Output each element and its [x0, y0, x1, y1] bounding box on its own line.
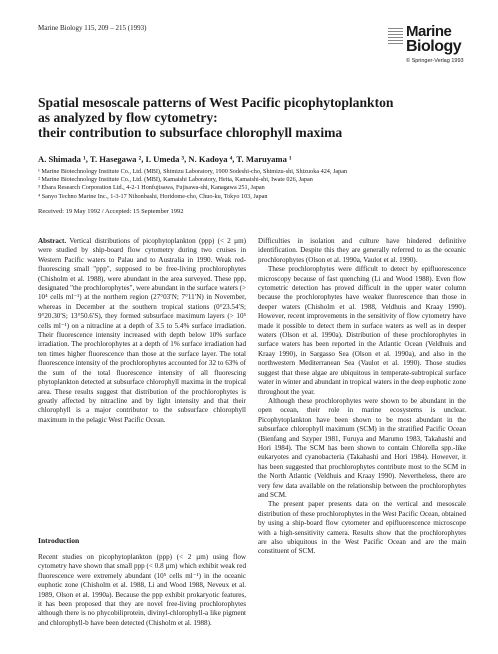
journal-logo	[384, 22, 464, 72]
affiliation: ¹ Marine Biotechnology Institute Co., Ltd. (MBI), Shimizu Laboratory, 1900 Sodeshi-cho, Shimizu-shi, Shizuoka 424, Japan	[38, 168, 348, 175]
title-line: as analyzed by flow cytometry:	[38, 110, 218, 125]
affiliation: ⁴ Sanyo Techno Marine Inc., 1-3-17 Nihonbashi, Horidome-cho, Chuo-ku, Tokyo 103, Japan	[38, 192, 268, 200]
title-line: Spatial mesoscale patterns of West Pacific picophytoplankton	[38, 95, 394, 110]
journal-reference: Marine Biology 115, 209 – 215 (1993)	[38, 24, 147, 32]
received-accepted-dates: Received: 19 May 1992 / Accepted: 15 September 1992	[38, 208, 184, 215]
logo-copyright: © Springer-Verlag 1993	[406, 58, 464, 64]
body-paragraph: Difficulties in isolation and culture have hindered definitive identification. Despite this they are generally referred to as the oceanic prochlorophytes (Olson et al. 1990a, Vaulot et al. 1990).	[258, 237, 466, 264]
introduction-paragraph: Recent studies on picophytoplankton (ppp) (< 2 µm) using flow cytometry have shown that small ppp (< 0.8 µm) which exhibit weak red fluorescence were extremely abundant (10⁵ cells ml⁻¹) in the oceanic euphotic zone (Chisholm et al. 1988, Li and Wood 1988, Neveux et al. 1989, Olson et al. 1990a). Because the ppp exhibit prokaryotic features, it has been proposed that they are novel free-living prochlorophytes although there is no phycobiliprotein, divinyl-chlorophyll-a like pigment and chlorophyll-b have been detected (Chisholm et al. 1988).	[38, 553, 246, 627]
abstract-text: Vertical distributions of picophytoplankton (ppp) (< 2 µm) were studied by ship-board flow cytometry during two cruises in Western Pacific waters to Palau and to Australia in 1990. Weak red-fluorescing small "ppp", supposed to be free-living prochlorophytes (Chisholm et al. 1988), were abundant in the area surveyed. These ppp, designated "the prochlorophytes", were abundant in the surface waters (> 10⁴ cells ml⁻¹) at the northern region (27°03′N; 7°11′N) in November, whereas in December at the southern tropical stations (0°23.54′S; 9°20.30′S; 13°50.6′S), they formed subsurface maximum layers (> 10⁵ cells ml⁻¹) on a nitracline at a depth of 3.5 to 5.4% surface irradiation. Their fluorescence intensity increased with depth below 10% surface irradiation. The prochlorophytes at a depth of 1% surface irradiation had ten times higher fluorescence than those at the surface layer. The total fluorescence intensity of the prochlorophytes accounted for 32 to 63% of the sum of the total fluorescence intensity of all fluorescing phytoplankton detected at subsurface chlorophyll maxima in the tropical area. These results suggest that distribution of the prochlorophytes is greatly affected by nitracline and by light intensity and that their chlorophyll is a major contributor to the subsurface chlorophyll maximum in the pelagic West Pacific Ocean.	[38, 237, 246, 424]
paper-title	[38, 95, 468, 140]
introduction-column	[38, 553, 246, 628]
logo-biology: Biology	[406, 38, 462, 55]
logo-fine-print-lines	[388, 28, 403, 46]
author-list: A. Shimada ¹, T. Hasegawa ², I. Umeda ³, N. Kadoya ⁴, T. Maruyama ¹	[38, 154, 292, 164]
right-column	[258, 237, 466, 557]
abstract-paragraph	[38, 237, 246, 425]
affiliation: ³ Ebara Research Corporation Ltd., 4-2-1 Honfujisawa, Fujisawa-shi, Kanagawa 251, Japan	[38, 184, 265, 192]
title-line: their contribution to subsurface chlorophyll maxima	[38, 125, 343, 140]
body-paragraph: These prochlorophytes were difficult to detect by epifluorescence microscopy because of fast quenching (Li and Wood 1988). Even flow cytometric detection has proved difficult in the upper water column because the prochlorophytes have weaker fluorescence than those in deeper waters (Chisholm et al. 1988, Veldhuis and Kraay 1990). However, recent improvements in the sensitivity of flow cytometry have made it possible to detect them in surface waters as well as in deeper waters (Olson et al. 1990a). Distribution of these prochlorophytes in surface waters has been reported in the Atlantic Ocean (Veldhuis and Kraay 1990), in Sargasso Sea (Olson et al. 1990a), and also in the northwestern Mediterranean Sea (Vaulot et al. 1990). Those studies suggest that these algae are ubiquitous in temperate-subtropical surface water in winter and abundant in tropical waters in the deep euphotic zone throughout the year.	[258, 265, 467, 396]
introduction-heading: Introduction	[38, 536, 80, 545]
body-paragraph: The present paper presents data on the vertical and mesoscale distribution of these prochlorophytes in the West Pacific Ocean, obtained by using a ship-board flow cytometer and epifluorescence microscope with a high-sensitivity camera. Results show that the prochlorophytes are also ubiquitous in the West Pacific Ocean and are the main constituent of SCM.	[258, 500, 466, 556]
abstract-column	[38, 237, 246, 425]
affiliations	[38, 168, 347, 201]
body-paragraph: Although these prochlorophytes were shown to be abundant in the open ocean, their role in marine ecosystems is unclear. Picophytoplankton have been shown to be most abundant in the subsurface chlorophyll maximum (SCM) in the stratified Pacific Ocean (Bienfang and Szyper 1981, Furuya and Marumo 1983, Takahashi and Hori 1984). The SCM has been shown to contain Chlorella spp.-like eukaryotes and cyanobacteria (Takahashi and Hori 1984). However, it has been suggested that prochlorophytes contribute most to the SCM in the North Atlantic (Veldhuis and Kraay 1990). Nevertheless, there are very few data available on the relationship between the prochlorophytes and SCM.	[258, 396, 466, 499]
affiliation: ² Marine Biotechnology Institute Co., Ltd. (MBI), Kamaishi Laboratory, Heita, Kamaishi-shi, Iwate 026, Japan	[38, 176, 313, 184]
logo-marine: Marine	[406, 23, 452, 40]
abstract-label: Abstract.	[38, 237, 67, 245]
